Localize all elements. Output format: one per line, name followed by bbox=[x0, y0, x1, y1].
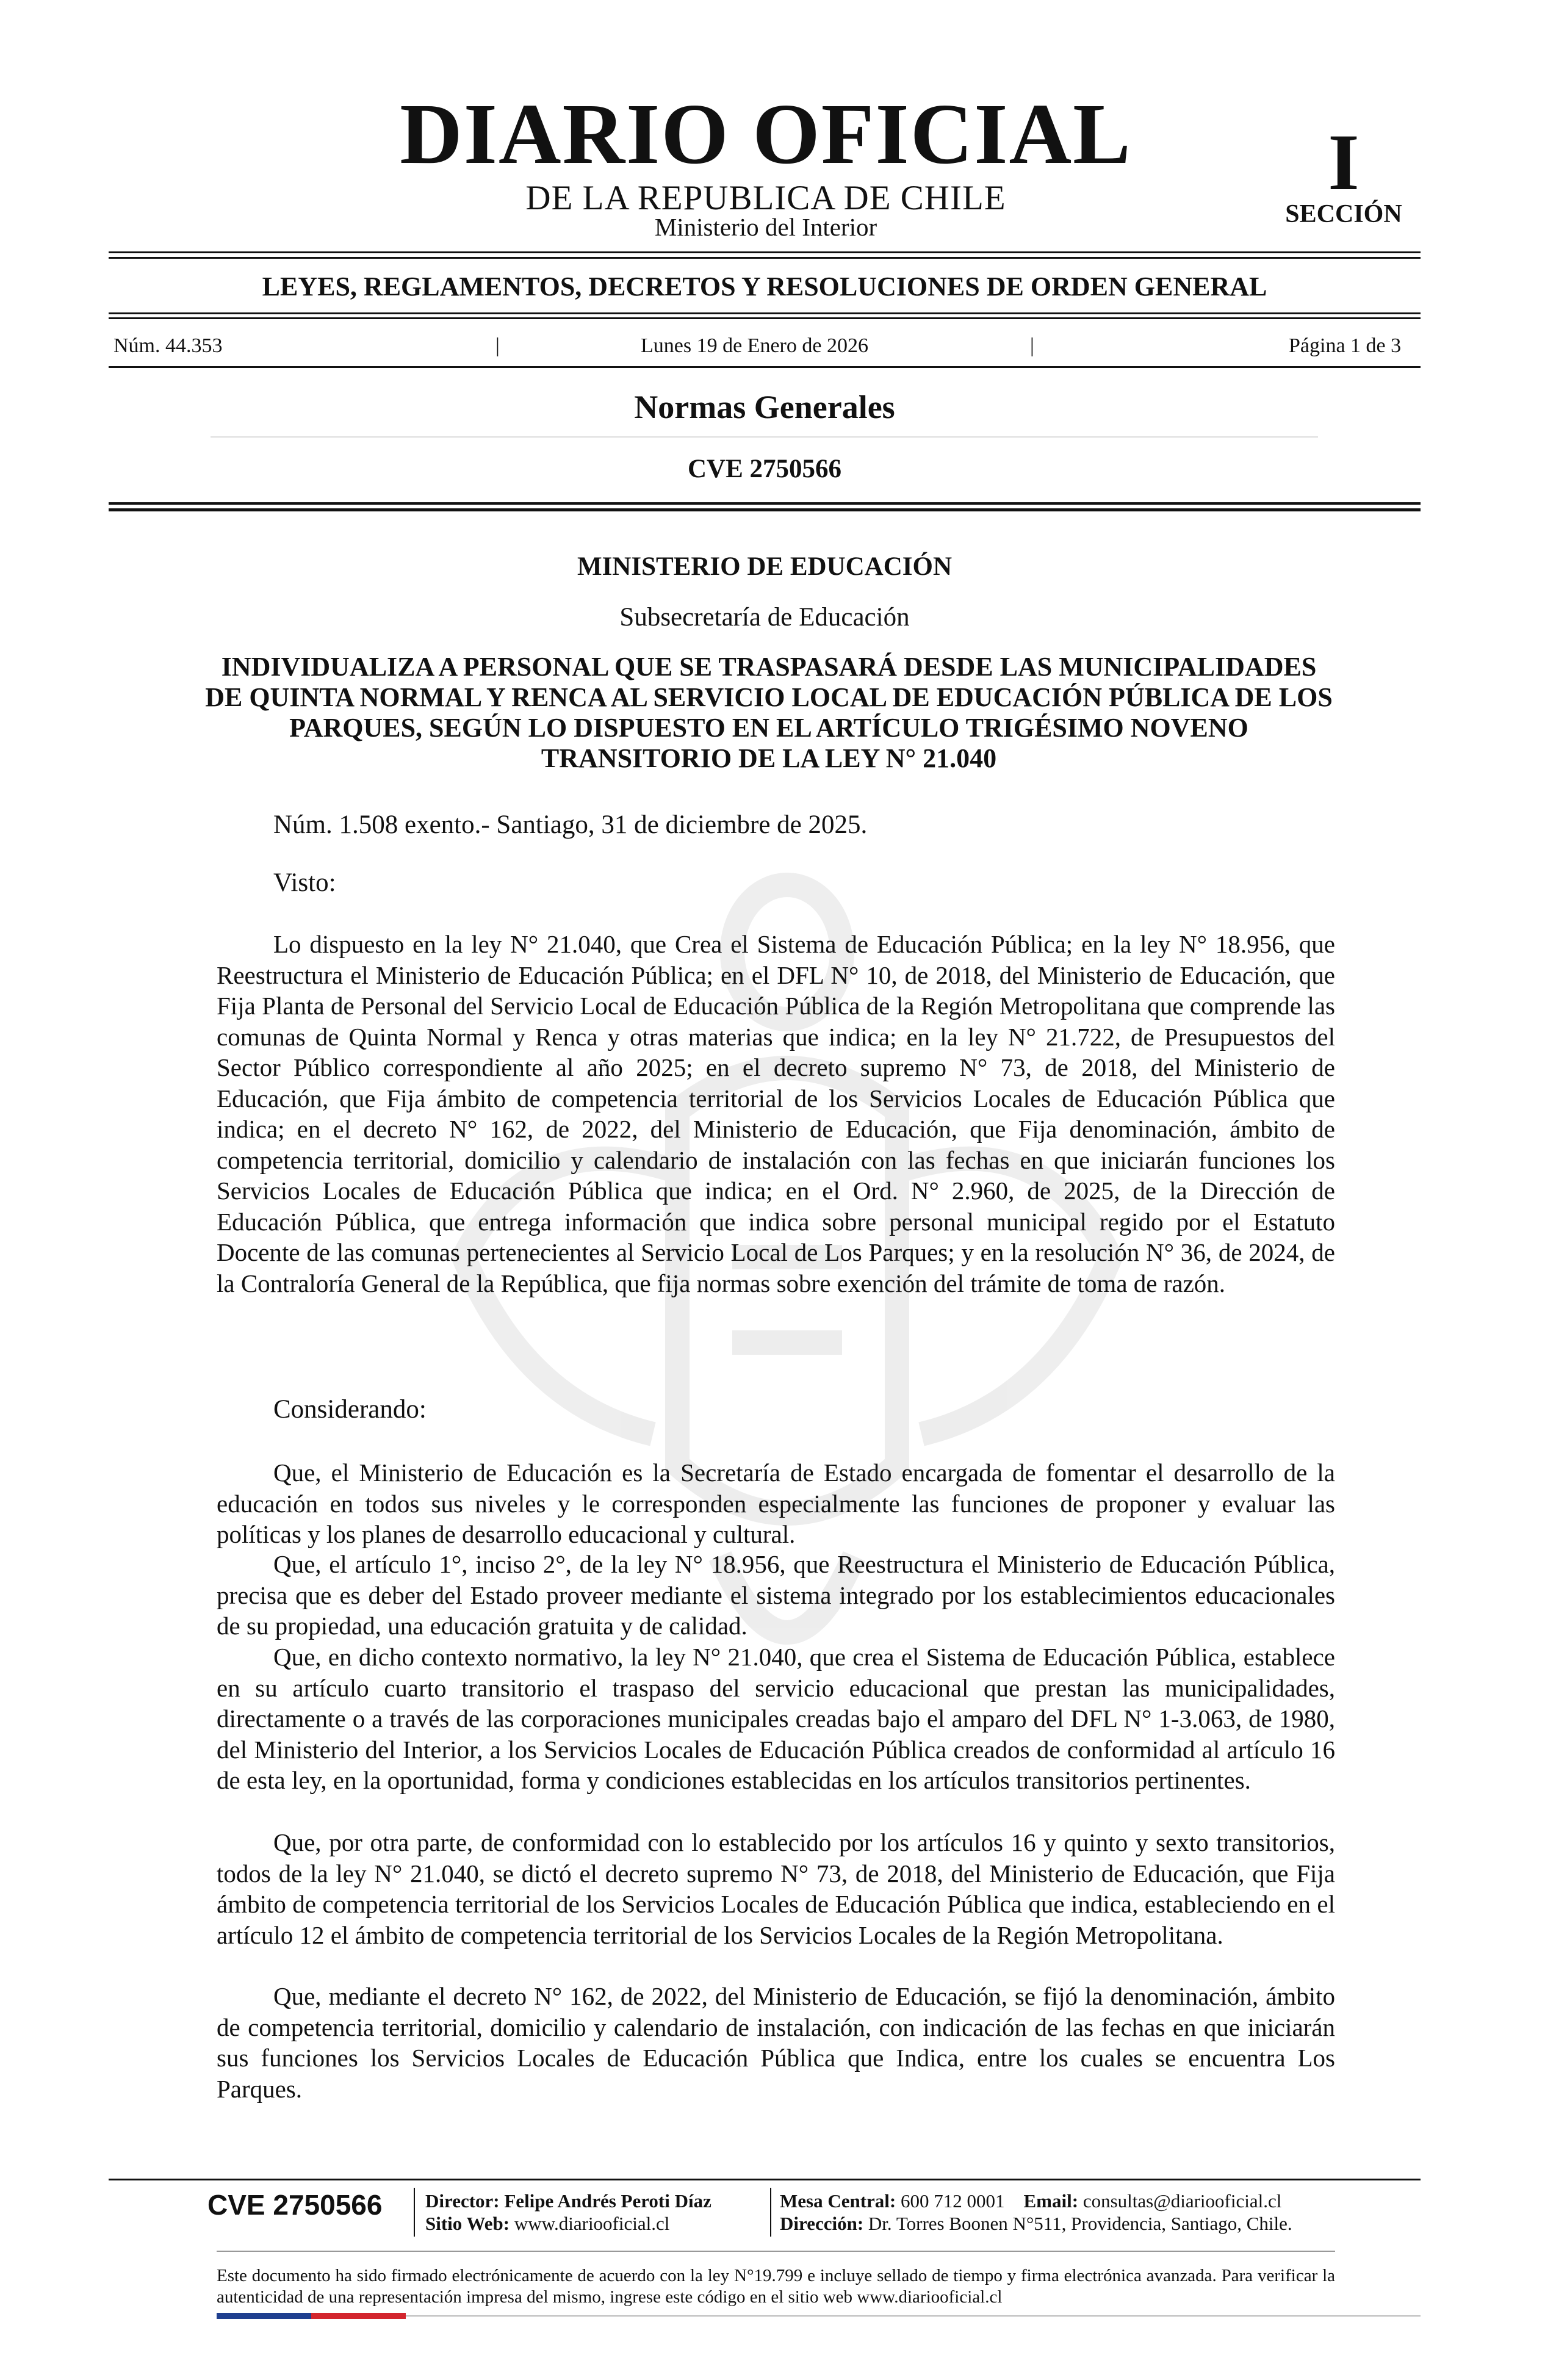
section-label: SECCIÓN bbox=[1285, 200, 1402, 228]
footer-bottom-rule bbox=[406, 2315, 1421, 2317]
visto-label: Visto: bbox=[273, 868, 336, 897]
footer-separator bbox=[770, 2188, 771, 2237]
masthead-title: DIARIO OFICIAL bbox=[400, 85, 1132, 182]
phone-number: 600 712 0001 bbox=[901, 2190, 1005, 2212]
meta-rule bbox=[109, 366, 1421, 368]
considerando-paragraph: Que, mediante el decreto N° 162, de 2022, del Ministerio de Educación, se fijó la denominación, ámbito de competencia territorial, domicilio y calendario de instalación, con indicación de las fechas en que iniciarán sus funciones los Servicios Locales de Educación Pública que Indica, entre los cuales se encuentra Los Parques. bbox=[217, 1982, 1335, 2103]
section-letter: I bbox=[1328, 117, 1360, 207]
category-rule-bottom bbox=[109, 317, 1421, 319]
email-label: Email: bbox=[1023, 2190, 1079, 2212]
masthead-rule-top bbox=[109, 251, 1421, 253]
footer-director-block bbox=[425, 2190, 767, 2235]
footer-separator bbox=[414, 2188, 415, 2237]
document-title: INDIVIDUALIZA A PERSONAL QUE SE TRASPASARÁ DESDE LAS MUNICIPALIDADES DE QUINTA NORMAL Y RENCA AL SERVICIO LOCAL DE EDUCACIÓN PÚBLICA DE LOS PARQUES, SEGÚN LO DISPUESTO EN EL ARTÍCULO TRIGÉSIMO NOVENO TRANSITORIO DE LA LEY N° 21.040 bbox=[205, 652, 1333, 773]
masthead-ministry: Ministerio del Interior bbox=[654, 213, 877, 241]
director-name: Felipe Andrés Peroti Díaz bbox=[504, 2190, 711, 2212]
issue-number: Núm. 44.353 bbox=[113, 334, 223, 357]
subsecretaria: Subsecretaría de Educación bbox=[619, 603, 910, 632]
cve-rule-top bbox=[109, 502, 1421, 505]
decree-line: Núm. 1.508 exento.- Santiago, 31 de diciembre de 2025. bbox=[273, 810, 868, 839]
director-label: Director: bbox=[425, 2190, 500, 2212]
masthead-subtitle: DE LA REPUBLICA DE CHILE bbox=[525, 179, 1006, 217]
cve-rule-bottom bbox=[109, 508, 1421, 511]
ministry-heading: MINISTERIO DE EDUCACIÓN bbox=[577, 552, 953, 581]
legal-notice: Este documento ha sido firmado electrónicamente de acuerdo con la ley N°19.799 e incluye sellado de tiempo y firma electrónica avanzada. Para verificar la autenticidad de una representación impresa del mismo, ingrese este código en el sitio web www.diariooficial.cl bbox=[217, 2266, 1335, 2307]
footer-contact-block bbox=[780, 2190, 1421, 2235]
visto-paragraph: Lo dispuesto en la ley N° 21.040, que Crea el Sistema de Educación Pública; en la ley N° 18.956, que Reestructura el Ministerio de Educación Pública; en el DFL N° 10, de 2018, del Ministerio de Educación, que Fija Planta de Personal del Servicio Local de Educación Pública de la Región Metropolitana que comprende las comunas de Quinta Normal y Renca y otras materias que indica; en la ley N° 21.722, de Presupuestos del Sector Público correspondiente al año 2025; en el decreto supremo N° 73, de 2018, del Ministerio de Educación, que Fija ámbito de competencia territorial de los Servicios Locales de Educación Pública que indica; en el decreto N° 162, de 2022, del Ministerio de Educación, que Fija denominación, ámbito de competencia territorial, domicilio y calendario de instalación con las fechas en que iniciarán funciones los Servicios Locales de Educación Pública que indica; en el Ord. N° 2.960, de 2025, de la Dirección de Educación Pública, que entrega información que indica sobre personal municipal regido por el Estatuto Docente de las comunas pertenecientes al Servicio Local de Los Parques; y en la resolución N° 36, de 2024, de la Contraloría General de la República, que fija normas sobre exención del trámite de toma de razón. bbox=[217, 930, 1335, 1297]
considerando-paragraph: Que, en dicho contexto normativo, la ley N° 21.040, que crea el Sistema de Educación Pública, establece en su artículo cuarto transitorio el traspaso del servicio educacional que prestan las municipalidades, directamente o a través de las corporaciones municipales creadas bajo el amparo del DFL N° 1-3.063, de 1980, del Ministerio del Interior, a los Servicios Locales de Educación Pública creados de conformidad al artículo 16 de esta ley, en la oportunidad, forma y condiciones establecidas en los artículos transitorios pertinentes. bbox=[217, 1643, 1335, 1794]
considerando-paragraph: Que, el artículo 1°, inciso 2°, de la ley N° 18.956, que Reestructura el Ministerio de Educación Pública, precisa que es deber del Estado proveer mediante el sistema integrado por los establecimientos educacionales de su propiedad, una educación gratuita y de calidad. bbox=[217, 1550, 1335, 1640]
footer-divider bbox=[217, 2251, 1335, 2252]
considerando-paragraph: Que, por otra parte, de conformidad con lo establecido por los artículos 16 y quinto y sexto transitorios, todos de la ley N° 21.040, se dictó el decreto supremo N° 73, de 2018, del Ministerio de Educación, que Fija ámbito de competencia territorial de los Servicios Locales de Educación Pública que indica, estableciendo en el artículo 12 el ámbito de competencia territorial de los Servicios Locales de la Región Metropolitana. bbox=[217, 1828, 1335, 1949]
meta-separator: | bbox=[495, 334, 500, 357]
category-rule-top bbox=[109, 312, 1421, 314]
web-label: Sitio Web: bbox=[425, 2213, 510, 2234]
address-label: Dirección: bbox=[780, 2213, 864, 2234]
meta-separator: | bbox=[1030, 334, 1034, 357]
considerando-label: Considerando: bbox=[273, 1395, 427, 1424]
section-divider bbox=[211, 436, 1318, 438]
flag-stripe-red bbox=[311, 2313, 406, 2319]
address-text: Dr. Torres Boonen N°511, Providencia, Santiago, Chile. bbox=[868, 2213, 1292, 2234]
web-link[interactable]: www.diariooficial.cl bbox=[514, 2213, 670, 2234]
footer-rule bbox=[109, 2179, 1421, 2180]
masthead-rule-bottom bbox=[109, 257, 1421, 259]
considerando-paragraph: Que, el Ministerio de Educación es la Secretaría de Estado encargada de fomentar el desarrollo de la educación en todos sus niveles y le corresponden especialmente las funciones de proponer y evaluar las políticas y los planes de desarrollo educacional y cultural. bbox=[217, 1459, 1335, 1548]
section-title: Normas Generales bbox=[634, 389, 895, 425]
email-link[interactable]: consultas@diariooficial.cl bbox=[1082, 2190, 1282, 2212]
page-indicator: Página 1 de 3 bbox=[1289, 334, 1402, 357]
flag-stripe-blue bbox=[217, 2313, 311, 2319]
footer-cve-code: CVE 2750566 bbox=[207, 2189, 383, 2221]
phone-label: Mesa Central: bbox=[780, 2190, 896, 2212]
category-heading: LEYES, REGLAMENTOS, DECRETOS Y RESOLUCIONES DE ORDEN GENERAL bbox=[262, 272, 1267, 301]
cve-code: CVE 2750566 bbox=[687, 455, 842, 483]
issue-date: Lunes 19 de Enero de 2026 bbox=[641, 334, 868, 357]
